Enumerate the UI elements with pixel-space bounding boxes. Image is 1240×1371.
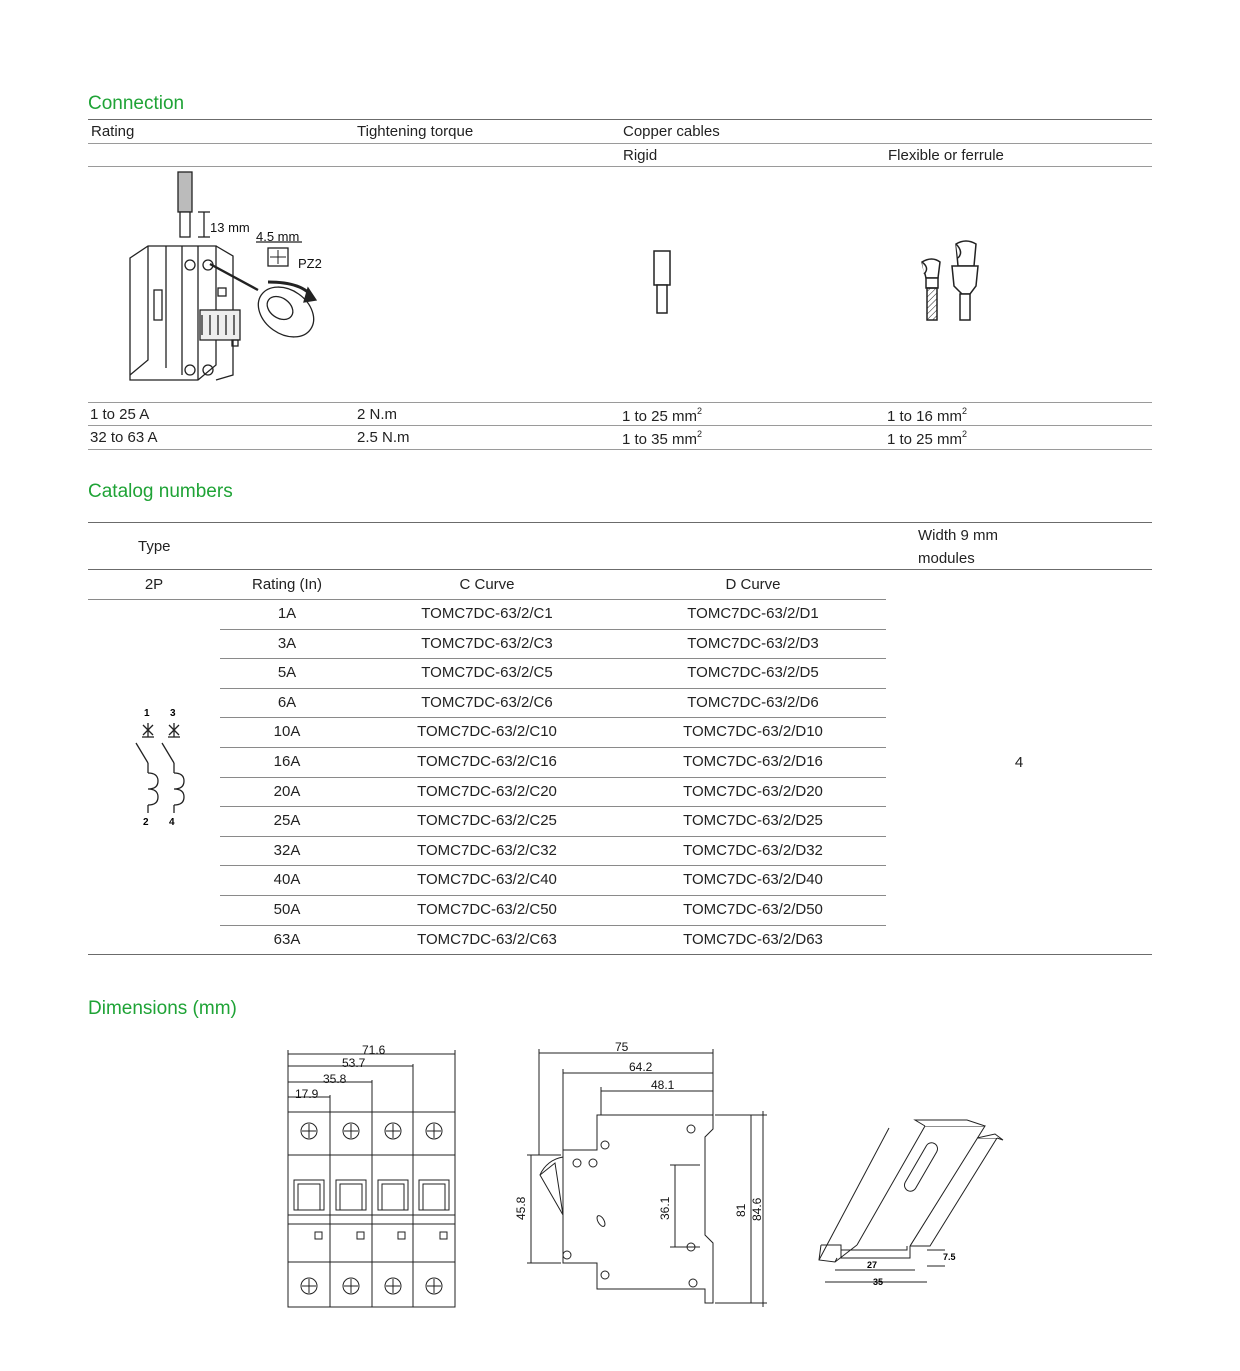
- screwdriver-size-label: 4.5 mm: [256, 229, 300, 244]
- connection-title: Connection: [88, 93, 185, 114]
- catalog-d-curve-cell: TOMC7DC-63/2/D1: [687, 605, 819, 622]
- row2-flexible: 1 to 25 $mm^2$: [887, 429, 968, 448]
- header-flexible: Flexible or ferrule: [888, 147, 1004, 164]
- dim-height-body: 81: [734, 1203, 748, 1217]
- rail-outer-width: 35: [873, 1277, 884, 1287]
- divider: [88, 143, 1152, 144]
- catalog-rating-cell: 10A: [273, 723, 301, 741]
- catalog-c-curve-cell: TOMC7DC-63/2/C10: [417, 723, 557, 741]
- strip-length-label: 13 mm: [210, 220, 250, 235]
- row-divider: [220, 777, 886, 778]
- divider: [88, 522, 1152, 523]
- catalog-d-curve-cell: TOMC7DC-63/2/D16: [683, 753, 823, 770]
- catalog-rating-cell: 50A: [273, 901, 301, 918]
- rail-depth: 7.5: [943, 1252, 956, 1262]
- catalog-c-curve-cell: TOMC7DC-63/2/C40: [417, 871, 557, 889]
- row-divider: [220, 865, 886, 866]
- header-rating: Rating: [91, 123, 135, 140]
- divider: [88, 425, 1152, 426]
- catalog-title: Catalog numbers: [88, 481, 233, 502]
- dim-width-3: 53.7: [342, 1056, 366, 1070]
- catalog-rating-cell: 5A: [277, 664, 297, 682]
- catalog-c-curve-cell: TOMC7DC-63/2/C6: [421, 693, 553, 711]
- catalog-rating-cell: 16A: [273, 753, 301, 770]
- row1-rating: 1 to 25 A: [90, 406, 150, 423]
- dim-width-total: 71.6: [362, 1043, 386, 1057]
- two-pole-schematic-icon: [132, 705, 192, 830]
- catalog-c-curve-cell: TOMC7DC-63/2/C25: [417, 812, 557, 830]
- header-rating-in: Rating (In): [251, 576, 323, 593]
- terminal-4-label: 4: [169, 817, 175, 828]
- bit-type-label: PZ2: [298, 256, 322, 271]
- catalog-rating-cell: 25A: [273, 812, 301, 830]
- front-view-drawing: [280, 1040, 470, 1320]
- catalog-d-curve-cell: TOMC7DC-63/2/D32: [683, 841, 823, 859]
- catalog-d-curve-cell: TOMC7DC-63/2/D10: [683, 723, 823, 741]
- dim-height-total: 84.6: [750, 1197, 764, 1221]
- catalog-d-curve-cell: TOMC7DC-63/2/D5: [687, 664, 819, 682]
- dim-depth-total: 75: [615, 1040, 629, 1054]
- row-divider: [220, 747, 886, 748]
- dim-width-2: 35.8: [323, 1072, 347, 1086]
- header-type: Type: [138, 538, 171, 555]
- catalog-rating-cell: 3A: [277, 634, 297, 652]
- row1-flexible: 1 to 16 $mm^2$: [887, 406, 968, 425]
- dim-height-front: 45.8: [514, 1196, 528, 1220]
- side-view-drawing: [505, 1035, 785, 1325]
- divider: [88, 166, 1152, 167]
- catalog-c-curve-cell: TOMC7DC-63/2/C63: [417, 930, 557, 948]
- catalog-d-curve-cell: TOMC7DC-63/2/D63: [683, 930, 823, 948]
- header-width-line2: modules: [918, 550, 975, 567]
- catalog-d-curve-cell: TOMC7DC-63/2/D25: [683, 812, 823, 830]
- row2-rating: 32 to 63 A: [90, 429, 158, 446]
- row-divider: [220, 925, 886, 926]
- divider: [88, 119, 1152, 120]
- catalog-c-curve-cell: TOMC7DC-63/2/C3: [421, 634, 553, 652]
- catalog-d-curve-cell: TOMC7DC-63/2/D50: [683, 901, 823, 918]
- catalog-c-curve-cell: TOMC7DC-63/2/C20: [417, 782, 557, 800]
- header-torque: Tightening torque: [357, 123, 474, 140]
- row-divider: [220, 658, 886, 659]
- row-divider: [220, 688, 886, 689]
- rigid-cable-icon: [652, 250, 672, 316]
- row1-rigid: 1 to 25 $mm^2$: [622, 406, 703, 425]
- row1-torque: 2 N.m: [357, 406, 398, 423]
- catalog-d-curve-cell: TOMC7DC-63/2/D40: [683, 871, 823, 889]
- divider: [88, 449, 1152, 450]
- catalog-rating-cell: 32A: [273, 841, 301, 859]
- flexible-ferrule-icon: [918, 238, 982, 324]
- catalog-rating-cell: 6A: [277, 693, 297, 711]
- divider: [88, 954, 1152, 955]
- catalog-d-curve-cell: TOMC7DC-63/2/D20: [683, 782, 823, 800]
- catalog-c-curve-cell: TOMC7DC-63/2/C5: [421, 664, 553, 682]
- terminal-1-label: 1: [144, 708, 150, 719]
- row-divider: [220, 717, 886, 718]
- catalog-rating-cell: 63A: [273, 930, 301, 948]
- catalog-d-curve-cell: TOMC7DC-63/2/D3: [687, 634, 819, 652]
- catalog-rating-cell: 1A: [277, 605, 297, 622]
- rail-inner-width: 27: [867, 1260, 878, 1270]
- dim-width-1: 17.9: [295, 1087, 319, 1101]
- row-divider: [220, 629, 886, 630]
- row-divider: [220, 806, 886, 807]
- catalog-c-curve-cell: TOMC7DC-63/2/C16: [417, 753, 557, 770]
- header-d-curve: D Curve: [725, 576, 781, 593]
- din-rail-drawing: [815, 1110, 1015, 1300]
- header-pole: 2P: [144, 576, 164, 593]
- catalog-rating-cell: 20A: [273, 782, 301, 800]
- terminal-2-label: 2: [143, 817, 149, 828]
- terminal-3-label: 3: [170, 708, 176, 719]
- row-divider: [220, 836, 886, 837]
- catalog-rating-cell: 40A: [273, 871, 301, 889]
- header-copper-cables: Copper cables: [623, 123, 720, 140]
- dimensions-title: Dimensions (mm): [88, 998, 237, 1019]
- dim-height-mid: 36.1: [658, 1196, 672, 1220]
- catalog-c-curve-cell: TOMC7DC-63/2/C1: [421, 605, 553, 622]
- row2-rigid: 1 to 35 $mm^2$: [622, 429, 703, 448]
- divider: [88, 569, 1152, 570]
- header-rigid: Rigid: [623, 147, 658, 164]
- catalog-d-curve-cell: TOMC7DC-63/2/D6: [687, 693, 819, 711]
- modules-value: 4: [1014, 754, 1024, 771]
- header-c-curve: C Curve: [459, 576, 515, 593]
- divider: [88, 599, 886, 600]
- header-width-line1: Width 9 mm: [918, 527, 999, 544]
- row-divider: [220, 895, 886, 896]
- row2-torque: 2.5 N.m: [357, 429, 410, 446]
- dim-depth-2: 64.2: [629, 1060, 653, 1074]
- catalog-c-curve-cell: TOMC7DC-63/2/C32: [417, 841, 557, 859]
- breaker-connection-illustration: [118, 170, 348, 395]
- catalog-c-curve-cell: TOMC7DC-63/2/C50: [417, 901, 557, 918]
- divider: [88, 402, 1152, 403]
- dim-depth-3: 48.1: [651, 1078, 675, 1092]
